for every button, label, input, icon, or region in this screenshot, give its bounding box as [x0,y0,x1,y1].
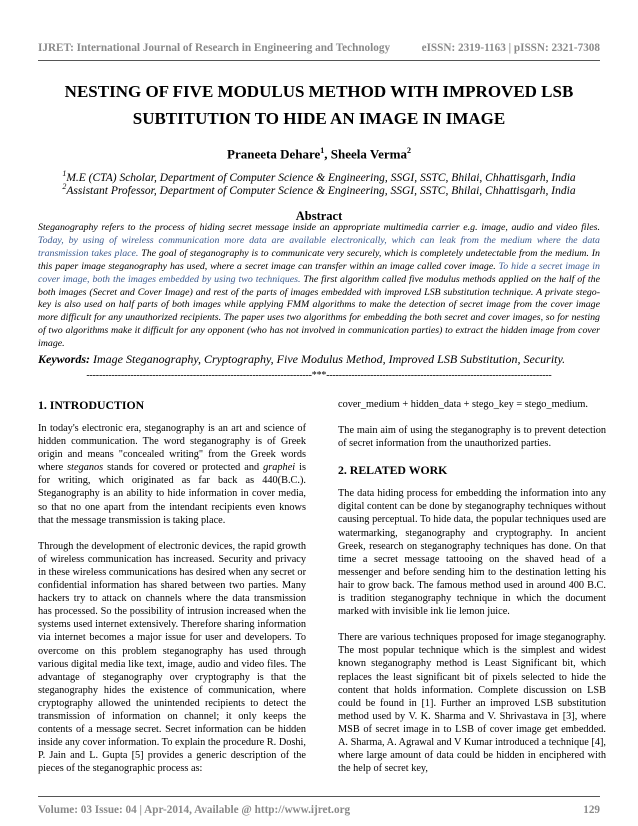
running-footer [38,804,600,818]
keywords-text: Image Steganography, Cryptography, Five Modulus Method, Improved LSB Substitution, Security. [90,352,566,366]
header-rule [38,60,600,61]
author-2: Sheela Verma [330,146,407,162]
journal-name: IJRET: International Journal of Research in Engineering and Technology [38,42,391,54]
keywords-label: Keywords: [38,352,90,366]
running-header [38,42,600,56]
right-column [338,398,606,788]
keywords [38,352,600,367]
intro-p1-graphei: graphei [263,462,296,474]
affiliation-1-sup: 1 [62,169,67,178]
related-work-heading: 2. RELATED WORK [338,463,448,478]
author-1: Praneeta Dehare [227,146,321,162]
related-work-paragraph-2: There are various techniques proposed for image steganography. The most popular technique which is the simplest and widest known steganography method is Least Significant bit, which replaces the least significant bit of pixels selected to hide the content that holds information. Complete discussion on LSB could be found in [1]. Further an improved LSB substitution method used by V. K. Sharma and V. Shrivastava in [3], where MSB of secret image in to LSB of cover image get embedded. A. Sharma, A. Agrawal and V Kumar introduced a technique [4], where large amount of data could be hidden in enciphered with the help of secret key, [338,632,606,775]
abstract-part-1: Steganography refers to the process of hiding secret message inside an appropriate multimedia carrier e.g. image, audio and video files. [38,222,600,233]
paper-title [20,78,618,132]
title-line-1: NESTING OF FIVE MODULUS METHOD WITH IMPROVED LSB [64,82,574,101]
issn: eISSN: 2319-1163 | pISSN: 2321-7308 [421,42,600,54]
abstract-part-5: The first algorithm called five modulus methods applied on the half of the both images (Secret and Cover Image) and rest of the parts of images embedded with improved LSB substitution technique. A private stego-key is also used on half parts of both images while applying FMM algorithms to make the detection of secret image from the cover image more difficult for any unauthorized recipients. The paper uses two algorithms for embedding the both secret and cover images, so for nesting of two algorithms make it difficult for any opponent (who has not involved in communication parties) to extract the hidden image from cover image. [38,273,600,350]
left-column [38,398,306,788]
abstract-heading: Abstract [295,209,343,223]
author-separator: , [324,146,331,162]
intro-p1-c: is for writing, which originated as far back as 440(B.C.). Steganography is an ability to hide information in cover media, so that no one apart from the intendant recipients even knows that the message transmission is taking place. [38,462,306,526]
related-work-paragraph-1: The data hiding process for embedding the information into any digital content can be done by steganography techniques without causing perceptual. To hide data, the popular techniques used are watermarking, steganography and cryptography. In ancient Greek, research on steganography techniques has done. On that time a secret message tattooing on the shaved head of a messenger and before sending him to the destination letting his hair to grow back. The famous method used in around 400 B.C. is tradition steganography technique in which the document marked with invisible ink lie lemon juice. [338,488,606,618]
abstract-part-3: The goal of steganography is to communicate very securely, which is completely undetectable from the medium. In this paper image steganography has used, where a secret image can transfer within an image called cover image. [38,247,600,272]
intro-p1-a: In today's electronic era, steganography is an art and science of hidden communication. The word steganography is of Greek origin and means "concealed writing" from the Greek words where [38,423,306,474]
author-1-sup: 1 [320,146,325,155]
affiliation-2 [0,182,638,197]
intro-paragraph-3: The main aim of using the steganography is to prevent detection of secret information from the unauthorized parties. [338,425,606,450]
affiliation-1-text: M.E (CTA) Scholar, Department of Computer Science & Engineering, SSGI, SSTC, Bhilai, Chhattisgarh, India [66,171,576,184]
stego-formula: cover_medium + hidden_data + stego_key = stego_medium. [338,399,588,410]
introduction-heading: 1. INTRODUCTION [38,398,145,412]
abstract-part-4: To hide a secret image in cover image, both the images embedded by using two techniques. [38,260,600,285]
footer-rule [38,796,600,797]
section-separator: ------------------------------------------------------------------------***------------------------------------------------------------------------ [86,370,552,381]
affiliation-2-text: Assistant Professor, Department of Computer Science & Engineering, SSGI, SSTC, Bhilai, Chhattisgarh, India [66,184,576,197]
intro-paragraph-2: Through the development of electronic devices, the rapid growth of wireless communication has increased. Security and privacy in these wireless communications has desired when any secret or confidential information has shared between two parties. Many hackers try to attack on channels where the data transmission has processed. So the possibility of intrusion increased when the systems used internet extensively. Therefore sharing information via internet becomes a major issue for user and developers. To overcome on this problem steganography has used through various digital media like text, image, audio and video files. The advantage of steganography over cryptography is that the steganography hides the existence of communication, where cryptography allowed the unintended recipients to detect the transmission of information on channel; it only keeps the contents of a message secret. Secret information can be hidden inside any cover information. To explain the procedure R. Doshi, P. Jain and L. Gupta [5] provides a generic description of the pieces of the steganographic process as: [38,540,306,775]
intro-p1-b: stands for covered or protected and [103,462,264,474]
intro-paragraph-1 [38,422,306,527]
authors [0,146,638,162]
page-number: 129 [583,804,600,816]
intro-p1-steganos: steganos [67,462,104,474]
abstract-body [38,222,600,351]
title-line-2: SUBTITUTION TO HIDE AN IMAGE IN IMAGE [132,109,506,128]
volume-info: Volume: 03 Issue: 04 | Apr-2014, Available @ http://www.ijret.org [38,804,351,816]
affiliation-2-sup: 2 [62,182,67,191]
abstract-part-2: Today, by using of wireless communication more data are available electronically, which can leak from the medium where the data transmission takes place. [38,234,600,259]
author-2-sup: 2 [406,146,411,155]
